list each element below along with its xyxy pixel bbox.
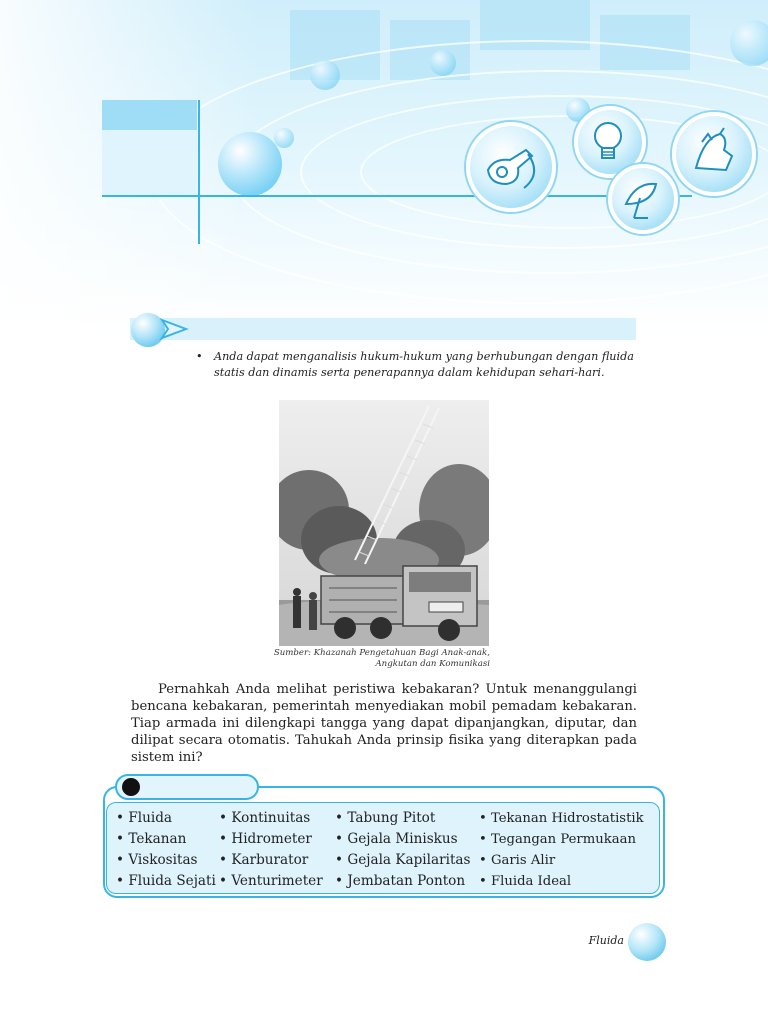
marine-icon <box>672 112 756 196</box>
keyword-item: • Gejala Kapilaritas <box>335 850 471 871</box>
decorative-sphere <box>274 128 294 148</box>
keyword-column-4 <box>479 808 644 892</box>
footer-chapter-label: Fluida <box>588 934 624 947</box>
fire-truck-photo <box>279 400 489 646</box>
keyword-item: • Fluida <box>116 808 216 829</box>
satellite-dish-icon <box>608 164 678 234</box>
keyword-item: • Tabung Pitot <box>335 808 471 829</box>
figure-caption <box>250 648 490 670</box>
chapter-number-box-top <box>102 100 197 130</box>
keyword-item: • Fluida Sejati <box>116 871 216 892</box>
keyword-item: • Fluida Ideal <box>479 871 644 892</box>
keyword-bullet-icon <box>122 778 140 796</box>
caption-line: Angkutan dan Komunikasi <box>375 659 490 669</box>
whistle-icon <box>466 122 556 212</box>
keyword-item: • Viskositas <box>116 850 216 871</box>
keyword-item: • Tekanan Hidrostatistik <box>479 808 644 829</box>
decorative-sphere <box>730 20 768 66</box>
banner-horizontal-rule <box>102 195 692 197</box>
keyword-column-3 <box>335 808 471 892</box>
caption-line: Sumber: Khazanah Pengetahuan Bagi Anak-anak, <box>273 648 490 658</box>
intro-paragraph: Pernahkah Anda melihat peristiwa kebakaran? Untuk menanggulangi bencana kebakaran, pemerintah menyediakan mobil pemadam kebakaran. Tiap armada ini dilengkapi tangga yang dapat dipanjangkan, diputar, dan dilipat secara otomatis. Tahukah Anda prinsip fisika yang diterapkan pada sistem ini? <box>131 682 637 765</box>
decorative-sphere <box>310 60 340 90</box>
keyword-item: • Garis Alir <box>479 850 644 871</box>
footer-page-sphere <box>628 923 666 961</box>
chapter-number-box <box>102 130 197 195</box>
objective-item: • Anda dapat menganalisis hukum-hukum yang berhubungan dengan fluida statis dan dinamis serta penerapannya dalam kehidupan sehari-hari. <box>196 349 641 381</box>
keyword-item: • Hidrometer <box>219 829 323 850</box>
keyword-item: • Venturimeter <box>219 871 323 892</box>
keyword-item: • Kontinuitas <box>219 808 323 829</box>
keyword-item: • Tekanan <box>116 829 216 850</box>
keyword-item: • Gejala Miniskus <box>335 829 471 850</box>
objective-header-bar <box>130 318 636 340</box>
keyword-item: • Tegangan Permukaan <box>479 829 644 850</box>
chapter-sphere <box>218 132 282 196</box>
banner-vertical-rule <box>198 100 200 244</box>
keyword-item: • Karburator <box>219 850 323 871</box>
objective-list <box>196 349 641 381</box>
keyword-item: • Jembatan Ponton <box>335 871 471 892</box>
objective-arrow-icon <box>160 318 190 340</box>
decorative-sphere <box>430 50 456 76</box>
keyword-column-2 <box>219 808 323 892</box>
keyword-column-1 <box>116 808 216 892</box>
